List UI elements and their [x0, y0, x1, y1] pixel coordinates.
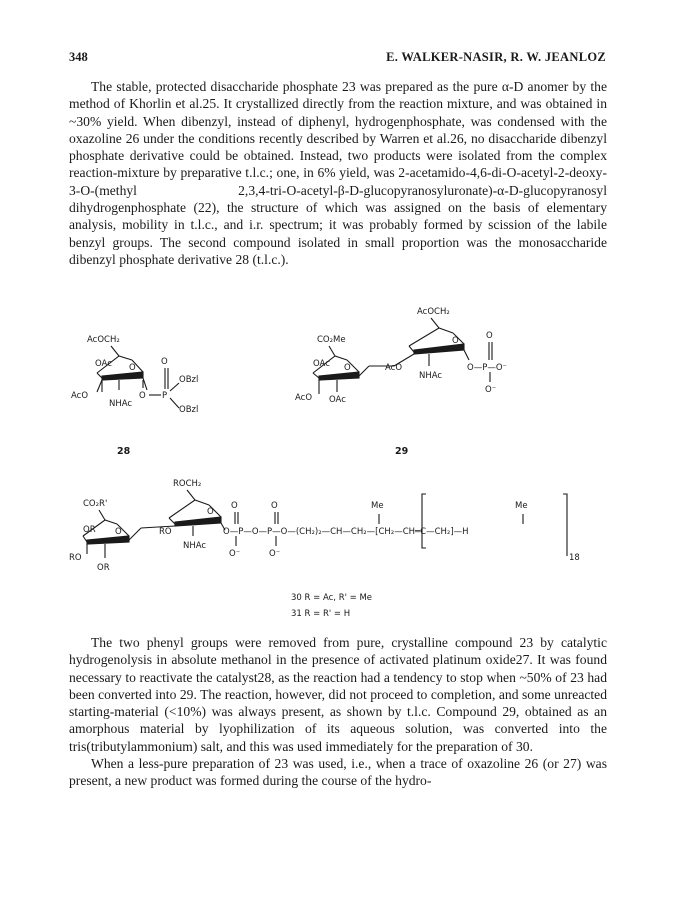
s30-chain: O—P—O—P—O—(CH₂)₂—CH—CH₂—[CH₂—CH═C—CH₂]—H [223, 527, 469, 537]
s30-me-1: Me [371, 501, 384, 511]
s28-oac: OAc [95, 359, 112, 369]
s30-me-2: Me [515, 501, 528, 511]
running-head: E. WALKER-NASIR, R. W. JEANLOZ [386, 50, 606, 64]
s30-o-minus-1: O⁻ [229, 549, 241, 559]
s28-acoch2: AcOCH₂ [87, 335, 120, 345]
svg-text:O: O [231, 501, 238, 511]
s30-ro-left: RO [69, 553, 82, 563]
legend-31: 31 R = R' = H [291, 609, 351, 619]
paragraph-1: The stable, protected disaccharide phosphate 23 was prepared as the pure α-D anomer by the method of Khorlin et al.25. It crystallized directly from the reaction mixture, and was obtained in ~30% yield. When dibenzyl, instead of diphenyl, hydrogenphosphate, was condensed with the oxazoline 26 under the conditions recently described by Warren et al.26, no disaccharide dibenzyl phosphate derivative could be obtained. Instead, two products were isolated from the complex reaction-mixture by preparative t.l.c.; one, in 6% yield, was 2-acetamido-4,6-di-O-acetyl-2-deoxy-3-O-(methyl 2,3,4-tri-O-acetyl-β-D-glucopyranosyluronate)-α-D-glucopyranosyl dihydrogenphosphate (22), the structure of which was assigned on the basis of elementary analysis, mobility in t.l.c., and i.r. spectrum; it was probably formed by scission of the labile benzyl groups. The second compound isolated in small proportion was the monosaccharide dibenzyl phosphate derivative 28 (t.l.c.). [69, 79, 607, 267]
s28-o: O [139, 391, 146, 401]
s28-p: P [162, 391, 168, 401]
s28-label: 28 [117, 446, 131, 457]
paragraph-3: When a less-pure preparation of 23 was used, i.e., when a trace of oxazoline 26 (or 27) was present, a new product was formed during the course of the hydro- [69, 756, 607, 789]
s30-or-bottom: OR [97, 563, 110, 573]
structure-28 [71, 335, 198, 457]
s29-aco: AcO [295, 393, 313, 403]
svg-text:O: O [452, 336, 459, 346]
svg-text:O: O [207, 507, 214, 517]
svg-text:O: O [115, 527, 122, 537]
s29-oac: OAc [313, 359, 330, 369]
svg-text:O: O [161, 357, 168, 367]
s30-ro-mid: RO [159, 527, 172, 537]
body-text-top [69, 78, 607, 268]
body-text-bottom [69, 634, 607, 790]
s28-o-ring: O [129, 363, 136, 373]
paragraph-2: The two phenyl groups were removed from pure, crystalline compound 23 by catalytic hydrogenolysis in absolute methanol in the presence of activated platinum oxide27. It was found necessary to reactivate the catalyst28, as the reaction had a tendency to stop when ~50% of 23 had been converted into 29. The reaction, however, did not proceed to completion, and some unreacted starting-material (<10%) was always present, as shown by t.l.c. Compound 29, obtained as an amorphous material by lyophilization of its aqueous solution, was converted into the tris(tributylammonium) salt, and this was used immediately for the preparation of 30. [69, 635, 607, 754]
s29-acoch2: AcOCH₂ [417, 307, 450, 317]
s29-oac-bottom: OAc [329, 395, 346, 405]
structure-29 [295, 307, 507, 457]
s28-nhac: NHAc [109, 399, 133, 409]
s28-aco: AcO [71, 391, 89, 401]
s30-subscript: 18 [569, 553, 580, 563]
s29-co2me: CO₂Me [317, 335, 346, 345]
s29-nhac: NHAc [419, 371, 443, 381]
chemical-structures [69, 298, 609, 623]
structure-30-31 [69, 479, 580, 619]
s30-roch2: ROCH₂ [173, 479, 202, 489]
svg-text:O: O [271, 501, 278, 511]
svg-text:O: O [344, 363, 351, 373]
s30-o-minus-2: O⁻ [269, 549, 281, 559]
s30-co2r: CO₂R' [83, 499, 108, 509]
svg-text:O: O [486, 331, 493, 341]
page-number: 348 [69, 50, 88, 64]
legend-30: 30 R = Ac, R' = Me [291, 593, 373, 603]
s30-or-ring: OR [83, 525, 96, 535]
s29-o-minus: O⁻ [485, 385, 497, 395]
s28-obzl-1: OBzl [179, 375, 199, 385]
s29-phosphate: O—P—O⁻ [467, 363, 507, 373]
s29-aco-right: AcO [385, 363, 403, 373]
s28-obzl-2: OBzl [179, 405, 199, 415]
s30-nhac: NHAc [183, 541, 207, 551]
s29-label: 29 [395, 446, 409, 457]
